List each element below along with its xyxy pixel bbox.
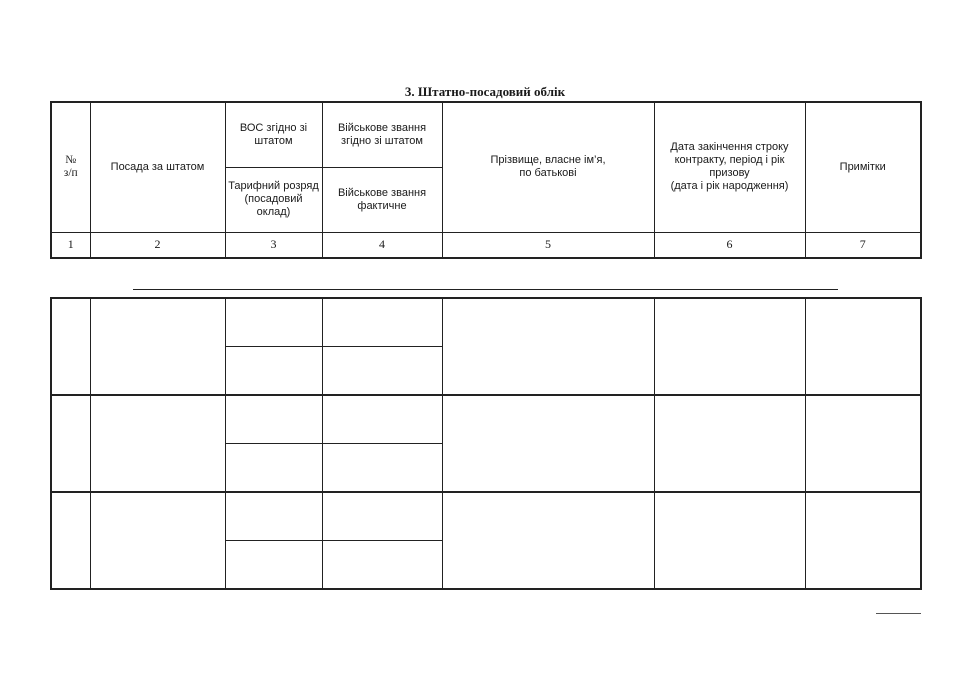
section-title: 3. Штатно-посадовий облік [404, 84, 566, 99]
empty-cell[interactable] [654, 492, 805, 589]
empty-cell[interactable] [322, 347, 442, 396]
empty-cell[interactable] [805, 395, 921, 492]
empty-cell[interactable] [322, 298, 442, 347]
empty-cell[interactable] [90, 492, 225, 589]
header-number: № з/п [51, 102, 90, 232]
empty-cell[interactable] [654, 395, 805, 492]
header-notes: Примітки [805, 102, 921, 232]
empty-cell[interactable] [51, 492, 90, 589]
empty-cell[interactable] [90, 298, 225, 395]
empty-cell[interactable] [322, 492, 442, 541]
empty-cell[interactable] [805, 298, 921, 395]
column-number: 7 [805, 232, 921, 258]
empty-cell[interactable] [225, 444, 322, 493]
empty-cell[interactable] [442, 298, 654, 395]
header-full-name: Прізвище, власне ім’я, по батькові [442, 102, 654, 232]
column-number: 6 [654, 232, 805, 258]
empty-cell[interactable] [805, 492, 921, 589]
header-rank-by-staff: Військове звання згідно зі штатом [322, 102, 442, 167]
header-position: Посада за штатом [90, 102, 225, 232]
separator-line [133, 289, 838, 290]
empty-cell[interactable] [90, 395, 225, 492]
column-number: 2 [90, 232, 225, 258]
empty-cell[interactable] [442, 492, 654, 589]
empty-cell[interactable] [322, 444, 442, 493]
records-table [50, 297, 922, 590]
footer-line [876, 613, 921, 614]
empty-cell[interactable] [322, 541, 442, 590]
header-table [50, 101, 922, 259]
column-number: 4 [322, 232, 442, 258]
column-number: 5 [442, 232, 654, 258]
empty-cell[interactable] [442, 395, 654, 492]
empty-cell[interactable] [322, 395, 442, 444]
empty-cell[interactable] [225, 541, 322, 590]
column-number: 3 [225, 232, 322, 258]
empty-cell[interactable] [225, 298, 322, 347]
header-contract-date: Дата закінчення строку контракту, період і рік призову (дата і рік народження) [654, 102, 805, 232]
header-rank-actual: Військове звання фактичне [322, 167, 442, 232]
empty-cell[interactable] [51, 395, 90, 492]
column-number: 1 [51, 232, 90, 258]
empty-cell[interactable] [225, 492, 322, 541]
empty-cell[interactable] [654, 298, 805, 395]
empty-cell[interactable] [225, 347, 322, 396]
empty-cell[interactable] [225, 395, 322, 444]
empty-cell[interactable] [51, 298, 90, 395]
header-tariff: Тарифний розряд (посадовий оклад) [225, 167, 322, 232]
header-vos: ВОС згідно зі штатом [225, 102, 322, 167]
